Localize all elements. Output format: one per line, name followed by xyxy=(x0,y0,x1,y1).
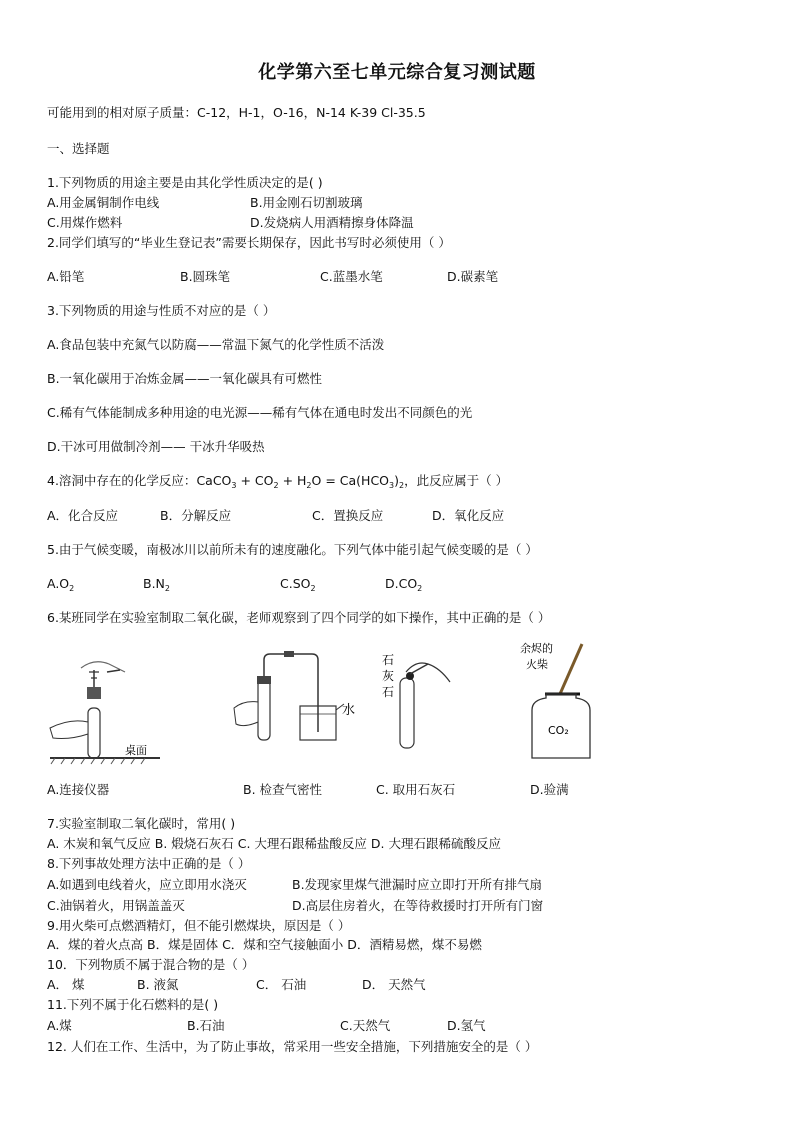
q3-option-b: B.一氧化碳用于冶炼金属——一氧化碳具有可燃性 xyxy=(47,371,323,386)
q1-option-d: D.发烧病人用酒精擦身体降温 xyxy=(250,215,414,230)
figure-connect-apparatus xyxy=(45,650,165,765)
q6-option-b: B. 检查气密性 xyxy=(243,782,323,797)
q5-option-a: $A.O_2$ xyxy=(47,576,75,593)
water-label: 水 xyxy=(342,703,356,718)
q4-option-d: D．氧化反应 xyxy=(432,508,505,523)
q3-option-c: C.稀有气体能制成多种用途的电光源——稀有气体在通电时发出不同颜色的光 xyxy=(47,405,473,420)
q2-option-d: D.碳素笔 xyxy=(447,269,499,284)
q2-option-a: A.铅笔 xyxy=(47,269,85,284)
q11-option-d: D.氢气 xyxy=(447,1018,486,1033)
q10-option-a: A． 煤 xyxy=(47,977,85,992)
q11-option-a: A.煤 xyxy=(47,1018,72,1033)
q3-option-a: A.食品包装中充氮气以防腐——常温下氮气的化学性质不活泼 xyxy=(47,337,385,352)
question-4: 4.溶洞中存在的化学反应：CaCO$_3$ + $CO_2 + H_2O = Ca(HCO_3)_2$，此反应属于（ ） xyxy=(47,473,509,490)
question-3: 3.下列物质的用途与性质不对应的是（ ） xyxy=(47,303,276,318)
page-title: 化学第六至七单元综合复习测试题 xyxy=(258,62,536,83)
q8-option-c: C.油锅着火，用锅盖盖灭 xyxy=(47,898,185,913)
q8-option-b: B.发现家里煤气泄漏时应立即打开所有排气扇 xyxy=(292,877,543,892)
svg-text:余烬的: 余烬的 xyxy=(520,642,553,655)
svg-text:灰: 灰 xyxy=(382,669,395,683)
q10-option-b: B. 液氮 xyxy=(137,977,179,992)
q9-options: A．煤的着火点高 B．煤是固体 C．煤和空气接触面小 D．酒精易燃，煤不易燃 xyxy=(47,937,482,952)
q1-option-b: B.用金刚石切割玻璃 xyxy=(250,195,363,210)
q2-option-b: B.圆珠笔 xyxy=(180,269,231,284)
svg-text:石: 石 xyxy=(382,653,395,667)
q10-option-d: D． 天然气 xyxy=(362,977,426,992)
match-stick xyxy=(560,644,582,694)
q4-option-b: B．分解反应 xyxy=(160,508,232,523)
q8-option-a: A.如遇到电线着火，应立即用水浇灭 xyxy=(47,877,247,892)
q2-option-c: C.蓝墨水笔 xyxy=(320,269,383,284)
q11-option-b: B.石油 xyxy=(187,1018,225,1033)
test-tube xyxy=(258,680,270,740)
question-10: 10．下列物质不属于混合物的是（ ） xyxy=(47,957,255,972)
svg-text:火柴: 火柴 xyxy=(526,658,548,671)
hand-bottom xyxy=(50,721,88,739)
co2-label: CO₂ xyxy=(548,724,569,737)
question-8: 8.下列事故处理方法中正确的是（ ） xyxy=(47,856,251,871)
question-2: 2.同学们填写的“毕业生登记表”需要长期保存，因此书写时必须使用（ ） xyxy=(47,235,451,250)
q1-option-c: C.用煤作燃料 xyxy=(47,215,123,230)
delivery-tube xyxy=(264,654,318,732)
section-heading: 一、选择题 xyxy=(47,141,110,156)
atomic-masses: 可能用到的相对原子质量：C-12，H-1，O-16，N-14 K-39 Cl-35.5 xyxy=(47,105,426,120)
question-1: 1.下列物质的用途主要是由其化学性质决定的是( ) xyxy=(47,175,323,190)
question-7: 7.实验室制取二氧化碳时，常用( ) xyxy=(47,816,236,831)
q4-option-c: C．置换反应 xyxy=(312,508,384,523)
figure-check-full xyxy=(520,638,605,763)
q6-option-a: A.连接仪器 xyxy=(47,782,110,797)
q3-option-d: D.干冰可用做制冷剂—— 干冰升华吸热 xyxy=(47,439,265,454)
q8-option-d: D.高层住房着火，在等待救援时打开所有门窗 xyxy=(292,898,544,913)
q6-option-d: D.验满 xyxy=(530,782,569,797)
q5-option-c: $C.SO_2$ xyxy=(280,576,316,593)
desk-label: 桌面 xyxy=(125,744,147,757)
q4-option-a: A．化合反应 xyxy=(47,508,119,523)
question-12: 12. 人们在工作、生活中，为了防止事故，常采用一些安全措施，下列措施安全的是（ ） xyxy=(47,1039,538,1054)
question-6: 6.某班同学在实验室制取二氧化碳，老师观察到了四个同学的如下操作，其中正确的是（ ） xyxy=(47,610,551,625)
question-11: 11.下列不属于化石燃料的是( ) xyxy=(47,997,219,1012)
q11-option-c: C.天然气 xyxy=(340,1018,391,1033)
q6-option-c: C. 取用石灰石 xyxy=(376,782,456,797)
stopper xyxy=(87,687,101,699)
figure-airtightness xyxy=(232,650,362,750)
svg-text:石: 石 xyxy=(382,685,395,699)
q5-option-b: $B.N_2$ xyxy=(143,576,170,593)
question-9: 9.用火柴可点燃酒精灯，但不能引燃煤块，原因是（ ） xyxy=(47,918,351,933)
test-tube xyxy=(400,678,414,748)
hand xyxy=(234,702,258,726)
q5-option-d: $D.CO_2$ xyxy=(385,576,423,593)
q1-option-a: A.用金属铜制作电线 xyxy=(47,195,160,210)
figure-take-limestone xyxy=(380,650,470,760)
q7-options: A. 木炭和氧气反应 B. 煅烧石灰石 C. 大理石跟稀盐酸反应 D. 大理石跟稀硫酸反应 xyxy=(47,836,501,851)
q10-option-c: C． 石油 xyxy=(256,977,307,992)
test-tube xyxy=(88,708,100,758)
question-5: 5.由于气候变暖，南极冰川以前所未有的速度融化。下列气体中能引起气候变暖的是（ ） xyxy=(47,542,538,557)
